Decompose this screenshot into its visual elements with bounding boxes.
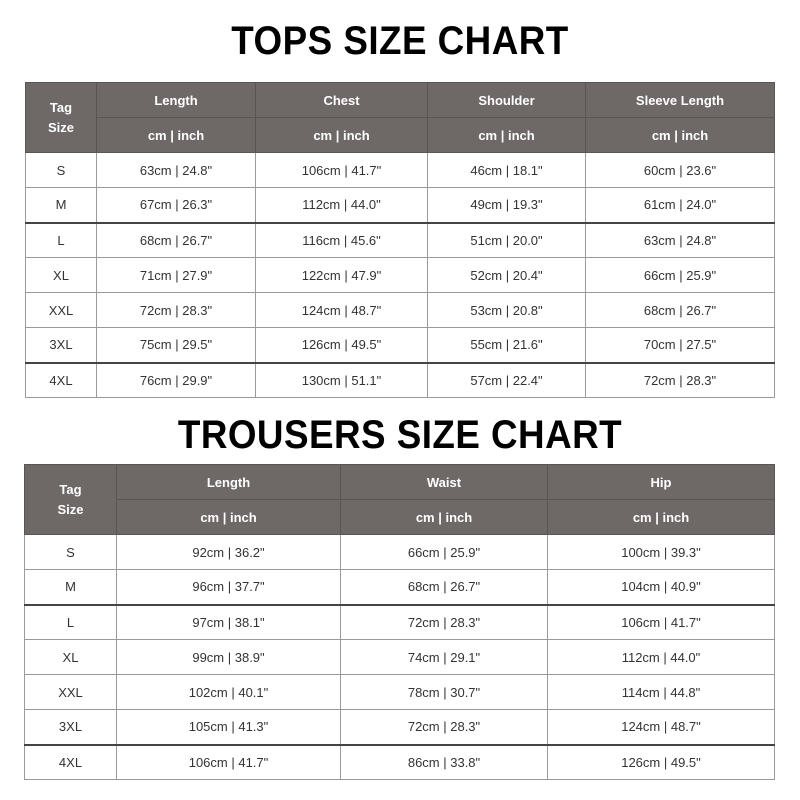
measurement-cell: 130cm | 51.1" [256,363,428,398]
size-cell: S [26,153,97,188]
table-row [25,745,775,780]
measurement-cell: 116cm | 45.6" [256,223,428,258]
table-row [26,293,775,328]
measurement-cell: 126cm | 49.5" [548,745,775,780]
measurement-cell: 100cm | 39.3" [548,535,775,570]
column-header-waist: Waist [341,465,548,500]
column-header-hip: Hip [548,465,775,500]
table-row [26,328,775,363]
measurement-cell: 63cm | 24.8" [586,223,775,258]
measurement-cell: 124cm | 48.7" [548,710,775,745]
tag-header-line2: Size [47,119,74,135]
measurement-cell: 105cm | 41.3" [117,710,341,745]
unit-header: cm | inch [117,500,341,535]
measurement-cell: 61cm | 24.0" [586,188,775,223]
table-row [25,535,775,570]
unit-header: cm | inch [586,118,775,153]
measurement-cell: 68cm | 26.7" [341,570,548,605]
column-header-chest: Chest [256,83,428,118]
size-cell: M [26,188,97,223]
tag-size-header [26,83,97,153]
measurement-cell: 106cm | 41.7" [256,153,428,188]
measurement-cell: 92cm | 36.2" [117,535,341,570]
measurement-cell: 70cm | 27.5" [586,328,775,363]
size-cell: XL [25,640,117,675]
tag-header-line1: Tag [49,99,73,115]
measurement-cell: 46cm | 18.1" [428,153,586,188]
measurement-cell: 78cm | 30.7" [341,675,548,710]
table-row [26,223,775,258]
column-header-length: Length [97,83,256,118]
trousers-size-table [24,464,775,780]
measurement-cell: 112cm | 44.0" [256,188,428,223]
unit-header: cm | inch [97,118,256,153]
size-cell: L [26,223,97,258]
measurement-cell: 67cm | 26.3" [97,188,256,223]
table-row [25,605,775,640]
measurement-cell: 51cm | 20.0" [428,223,586,258]
tag-header-line2: Size [57,501,84,517]
size-cell: S [25,535,117,570]
measurement-cell: 63cm | 24.8" [97,153,256,188]
size-cell: M [25,570,117,605]
size-cell: 4XL [26,363,97,398]
measurement-cell: 71cm | 27.9" [97,258,256,293]
measurement-cell: 126cm | 49.5" [256,328,428,363]
measurement-cell: 86cm | 33.8" [341,745,548,780]
measurement-cell: 68cm | 26.7" [97,223,256,258]
unit-header: cm | inch [341,500,548,535]
table-row [26,153,775,188]
table-row [25,640,775,675]
trousers-size-chart-title: TROUSERS SIZE CHART [177,413,623,457]
size-cell: XXL [26,293,97,328]
unit-header: cm | inch [548,500,775,535]
table-row [25,675,775,710]
measurement-cell: 52cm | 20.4" [428,258,586,293]
tops-size-chart-title: TOPS SIZE CHART [231,19,569,63]
tops-size-table [25,82,775,398]
table-row [26,188,775,223]
measurement-cell: 60cm | 23.6" [586,153,775,188]
measurement-cell: 68cm | 26.7" [586,293,775,328]
size-cell: L [25,605,117,640]
measurement-cell: 96cm | 37.7" [117,570,341,605]
measurement-cell: 72cm | 28.3" [97,293,256,328]
measurement-cell: 106cm | 41.7" [548,605,775,640]
unit-header: cm | inch [428,118,586,153]
measurement-cell: 124cm | 48.7" [256,293,428,328]
measurement-cell: 99cm | 38.9" [117,640,341,675]
size-cell: 3XL [26,328,97,363]
measurement-cell: 49cm | 19.3" [428,188,586,223]
measurement-cell: 106cm | 41.7" [117,745,341,780]
table-row [25,710,775,745]
column-header-sleeve-length: Sleeve Length [586,83,775,118]
tag-size-header [25,465,117,535]
measurement-cell: 72cm | 28.3" [341,605,548,640]
measurement-cell: 57cm | 22.4" [428,363,586,398]
size-cell: 4XL [25,745,117,780]
measurement-cell: 66cm | 25.9" [586,258,775,293]
measurement-cell: 97cm | 38.1" [117,605,341,640]
unit-header: cm | inch [256,118,428,153]
measurement-cell: 72cm | 28.3" [586,363,775,398]
measurement-cell: 74cm | 29.1" [341,640,548,675]
size-cell: XXL [25,675,117,710]
table-row [26,363,775,398]
measurement-cell: 104cm | 40.9" [548,570,775,605]
size-cell: XL [26,258,97,293]
measurement-cell: 114cm | 44.8" [548,675,775,710]
tag-header-line1: Tag [59,481,82,497]
measurement-cell: 75cm | 29.5" [97,328,256,363]
column-header-shoulder: Shoulder [428,83,586,118]
table-row [26,258,775,293]
table-row [25,570,775,605]
measurement-cell: 122cm | 47.9" [256,258,428,293]
column-header-length: Length [117,465,341,500]
measurement-cell: 55cm | 21.6" [428,328,586,363]
measurement-cell: 76cm | 29.9" [97,363,256,398]
measurement-cell: 102cm | 40.1" [117,675,341,710]
measurement-cell: 53cm | 20.8" [428,293,586,328]
size-cell: 3XL [25,710,117,745]
measurement-cell: 66cm | 25.9" [341,535,548,570]
measurement-cell: 112cm | 44.0" [548,640,775,675]
measurement-cell: 72cm | 28.3" [341,710,548,745]
